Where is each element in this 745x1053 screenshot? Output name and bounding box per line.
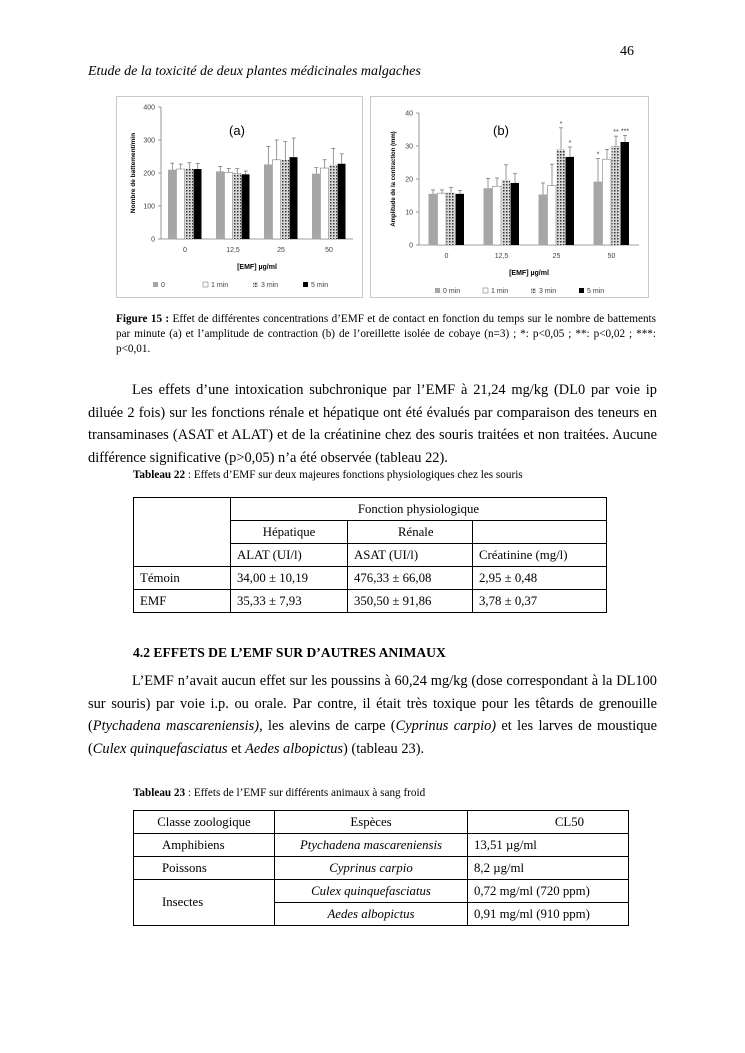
table-22-row-label: Témoin (134, 567, 231, 590)
para2-species-3: Culex quinquefasciatus (92, 740, 228, 757)
paragraph-1: Les effets d’une intoxication subchronique par l’EMF à 21,24 mg/kg (DL0 par voie ip diluée 2 fois) sur les fonctions rénale et hépatique ont été évalués par comparaison des teneurs en transaminases (ASAT et ALAT) et de la créatinine chez des souris traitées et non traitées. Aucune différence significative (p>0,05) n’a été observée (tableau 22). (88, 382, 657, 466)
table-23-classe: Insectes (134, 880, 275, 926)
significance-label: ** (613, 129, 619, 137)
legend-swatch (483, 288, 488, 293)
bar (225, 172, 233, 239)
significance-label: * (596, 151, 600, 159)
y-tick-label: 0 (151, 236, 155, 244)
table-row (134, 880, 629, 903)
bar (566, 157, 575, 245)
para2-species-2: Cyprinus carpio) (395, 718, 497, 734)
table-23-cl50: 0,72 mg/ml (720 ppm) (468, 880, 629, 903)
table-23-caption (133, 787, 425, 799)
legend-label: 3 min (261, 282, 279, 289)
table-23-cl50: 13,51 µg/ml (468, 834, 629, 857)
bar (168, 170, 176, 239)
table-22-cell-alat: 34,00 ± 10,19 (231, 567, 348, 590)
table-23-cl50: 8,2 µg/ml (468, 857, 629, 880)
bar (321, 168, 329, 239)
table-22-label: Tableau 22 (133, 469, 186, 481)
table-22-cell-alat: 35,33 ± 7,93 (231, 590, 348, 613)
table-22 (133, 497, 607, 613)
para2-text-1: L’EMF n’avait aucun effet sur les poussins à 60,24 mg/kg (dose correspondant à la DL100 sur souris) par voie i.p. ou orale. Par contre, il était très toxique pour les têtards de grenouille ( (88, 673, 657, 734)
bar (338, 164, 346, 239)
legend-label: 0 (161, 282, 165, 289)
bar (242, 174, 250, 239)
legend-label: 1 min (491, 288, 509, 295)
table-22-cell-creat: 2,95 ± 0,48 (473, 567, 607, 590)
chart-b (371, 97, 648, 297)
x-tick-label: 12,5 (226, 247, 240, 254)
legend-swatch (253, 282, 258, 287)
panel-label: (b) (493, 123, 509, 138)
x-axis-title: [EMF] µg/ml (237, 264, 277, 271)
x-tick-label: 0 (444, 253, 449, 260)
bar (447, 193, 456, 245)
y-tick-label: 10 (405, 209, 413, 217)
figure-caption (116, 312, 656, 357)
chart-a-frame (116, 96, 363, 298)
bar (456, 194, 465, 245)
table-23-classe: Amphibiens (134, 834, 275, 857)
section-heading: 4.2 EFFETS DE L’EMF SUR D’AUTRES ANIMAUX (133, 645, 446, 660)
table-23-espece: Aedes albopictus (275, 903, 468, 926)
x-tick-label: 25 (277, 247, 285, 254)
bar (312, 174, 320, 239)
legend-swatch (153, 282, 158, 287)
page-number: 46 (620, 44, 634, 59)
y-tick-label: 400 (143, 104, 155, 112)
figure-label: Figure 15 : (116, 313, 170, 325)
panel-label: (a) (229, 123, 245, 138)
bar (438, 193, 447, 245)
bar (511, 183, 520, 245)
legend-label: 0 min (443, 288, 461, 295)
table-23-espece: Culex quinquefasciatus (275, 880, 468, 903)
paragraph-2 (88, 670, 657, 760)
bar (493, 186, 502, 245)
running-header: Etude de la toxicité de deux plantes médicinales malgaches (88, 64, 421, 79)
table-23-col-classe: Classe zoologique (134, 811, 275, 834)
figure-text: Effet de différentes concentrations d’EMF et de contact en fonction du temps sur le nombre de battements par minute (a) et l’amplitude de contraction (b) de l’oreillette isolée de cobaye (n=3) ; *: p<0,05 ; **: p<0,02 ; ***: p<0,01. (116, 313, 656, 355)
x-axis-title: [EMF] µg/ml (509, 270, 549, 277)
bar (603, 159, 612, 245)
bar (548, 186, 557, 245)
bar (264, 164, 272, 239)
y-tick-label: 20 (405, 176, 413, 184)
para2-text-4: et (227, 740, 246, 757)
table-22-header-empty (473, 521, 607, 544)
bar (621, 142, 630, 245)
para2-text-3: et les larves de moustique ( (88, 718, 658, 757)
legend-swatch (579, 288, 584, 293)
table-22-header-renale: Rénale (348, 521, 473, 544)
significance-label: * (568, 139, 572, 147)
legend-label: 5 min (311, 282, 329, 289)
legend-label: 5 min (587, 288, 605, 295)
table-23-espece: Cyprinus carpio (275, 857, 468, 880)
para2-text-5: ) (tableau 23). (343, 740, 425, 757)
table-23-caption-text: : Effets de l’EMF sur différents animaux à sang froid (185, 787, 426, 799)
table-row (134, 857, 629, 880)
bar (502, 180, 511, 245)
table-22-caption (133, 469, 523, 481)
x-tick-label: 0 (183, 247, 187, 254)
legend-label: 1 min (211, 282, 229, 289)
table-row (134, 834, 629, 857)
table-22-header-hepatique: Hépatique (231, 521, 348, 544)
bar (612, 146, 621, 245)
legend-swatch (203, 282, 208, 287)
y-axis-title: Nombre de battement/min (130, 132, 137, 214)
y-tick-label: 300 (143, 137, 155, 145)
bar (216, 171, 224, 239)
table-22-col-alat: ALAT (UI/l) (231, 544, 348, 567)
y-tick-label: 200 (143, 170, 155, 178)
bar (429, 194, 438, 245)
y-axis-title: Amplitude de la contraction (mm) (391, 131, 397, 227)
legend-swatch (303, 282, 308, 287)
y-tick-label: 40 (405, 110, 413, 118)
table-row (134, 590, 607, 613)
table-22-col-asat: ASAT (UI/l) (348, 544, 473, 567)
table-23-col-cl50: CL50 (468, 811, 629, 834)
legend-label: 3 min (539, 288, 557, 295)
para2-species-1: Ptychadena mascareniensis) (92, 718, 260, 734)
bar (194, 169, 202, 239)
table-22-cell-creat: 3,78 ± 0,37 (473, 590, 607, 613)
x-tick-label: 25 (552, 253, 561, 260)
table-22-caption-text: : Effets d’EMF sur deux majeures fonctions physiologiques chez les souris (185, 469, 523, 481)
bar (594, 182, 603, 245)
x-tick-label: 12,5 (494, 253, 509, 260)
bar (329, 165, 337, 239)
table-row (134, 567, 607, 590)
para2-species-4: Aedes albopictus (245, 740, 344, 757)
table-23-classe: Poissons (134, 857, 275, 880)
bar (281, 160, 289, 239)
x-tick-label: 50 (607, 253, 616, 260)
chart-a (117, 97, 362, 297)
bar (233, 173, 241, 239)
bar (484, 188, 493, 245)
bar (539, 195, 548, 245)
table-23 (133, 810, 629, 926)
table-22-cell-asat: 476,33 ± 66,08 (348, 567, 473, 590)
table-22-row-label: EMF (134, 590, 231, 613)
table-22-empty-corner (134, 498, 231, 567)
chart-b-frame (370, 96, 649, 298)
legend-swatch (531, 288, 536, 293)
bar (185, 169, 193, 239)
bar (290, 157, 298, 239)
table-22-header-group: Fonction physiologique (231, 498, 607, 521)
legend-swatch (435, 288, 440, 293)
para2-text-2: , les alevins de carpe ( (259, 718, 396, 734)
table-23-espece: Ptychadena mascareniensis (275, 834, 468, 857)
table-23-col-especes: Espèces (275, 811, 468, 834)
y-tick-label: 100 (143, 203, 155, 211)
y-tick-label: 0 (409, 242, 413, 250)
significance-label: * (559, 120, 563, 128)
x-tick-label: 50 (325, 247, 333, 254)
table-22-col-creat: Créatinine (mg/l) (473, 544, 607, 567)
significance-label: *** (620, 128, 630, 136)
table-23-cl50: 0,91 mg/ml (910 ppm) (468, 903, 629, 926)
bar (273, 160, 281, 239)
table-23-label: Tableau 23 (133, 787, 186, 799)
bar (177, 169, 185, 239)
y-tick-label: 30 (405, 143, 413, 151)
bar (557, 149, 566, 245)
table-22-cell-asat: 350,50 ± 91,86 (348, 590, 473, 613)
